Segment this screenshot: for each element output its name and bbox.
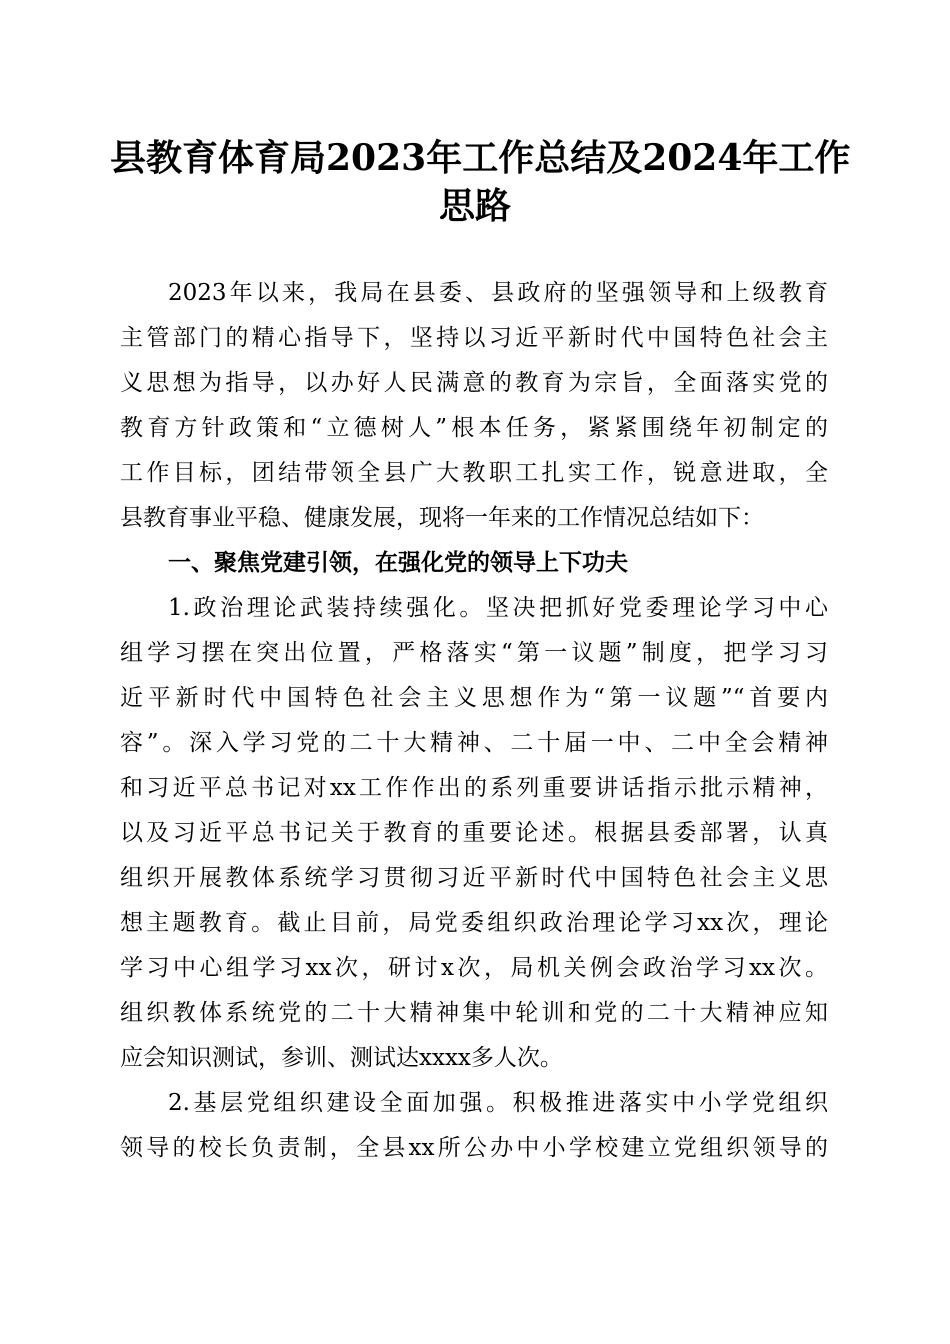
item-2-line: 2.基层党组织建设全面加强。积极推进落实中小学党组织	[168, 1090, 828, 1116]
item-1-line: 近平新时代中国特色社会主义思想作为“第一议题”“首要内	[120, 685, 828, 711]
intro-line: 教育方针政策和“立德树人”根本任务，紧紧围绕年初制定的	[120, 415, 828, 441]
item-1-line: 容”。深入学习党的二十大精神、二十届一中、二中全会精神	[120, 730, 828, 756]
section-1-heading: 一、聚焦党建引领，在强化党的领导上下功夫	[168, 550, 628, 576]
intro-line: 2023年以来，我局在县委、县政府的坚强领导和上级教育	[168, 280, 828, 306]
intro-line: 工作目标，团结带领全县广大教职工扎实工作，锐意进取，全	[120, 460, 828, 486]
document-title-line-1: 县教育体育局2023年工作总结及2024年工作	[110, 137, 851, 179]
item-1-line: 1.政治理论武装持续强化。坚决把抓好党委理论学习中心	[168, 595, 828, 621]
item-1-line: 学习中心组学习xx次，研讨x次，局机关例会政治学习xx次。	[120, 955, 828, 981]
item-1-line: 和习近平总书记对xx工作作出的系列重要讲话指示批示精神，	[120, 775, 828, 801]
item-1-line: 组学习摆在突出位置，严格落实“第一议题”制度，把学习习	[120, 640, 828, 666]
item-2-line: 领导的校长负责制，全县xx所公办中小学校建立党组织领导的	[120, 1135, 828, 1161]
item-1-line: 以及习近平总书记关于教育的重要论述。根据县委部署，认真	[120, 820, 828, 846]
intro-line: 义思想为指导，以办好人民满意的教育为宗旨，全面落实党的	[120, 370, 828, 396]
item-1-line: 组织开展教体系统学习贯彻习近平新时代中国特色社会主义思	[120, 865, 828, 891]
item-1-line: 想主题教育。截止目前，局党委组织政治理论学习xx次，理论	[120, 910, 828, 936]
document-title-line-2: 思路	[438, 185, 511, 227]
item-1-line: 应会知识测试，参训、测试达xxxx多人次。	[120, 1045, 563, 1071]
intro-line: 主管部门的精心指导下，坚持以习近平新时代中国特色社会主	[120, 325, 828, 351]
intro-line: 县教育事业平稳、健康发展，现将一年来的工作情况总结如下：	[120, 505, 764, 531]
item-1-line: 组织教体系统党的二十大精神集中轮训和党的二十大精神应知	[120, 1000, 828, 1026]
